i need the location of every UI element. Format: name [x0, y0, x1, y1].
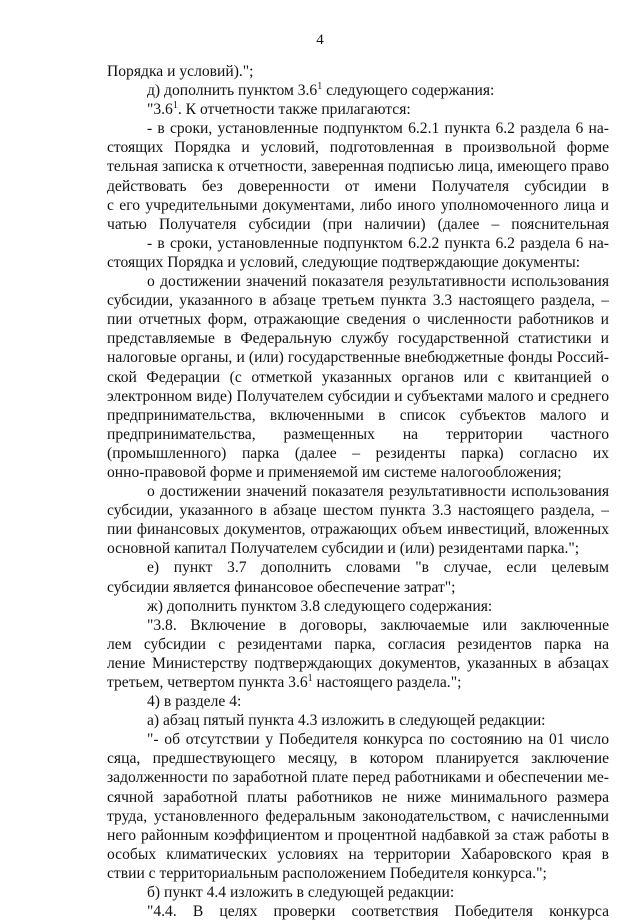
text-line: предпринимательства, включенными в список субъектов малого и: [107, 406, 609, 424]
text-line: пии финансовых документов, отражающих объем инвестиций, вложенных: [107, 521, 609, 539]
text-line: стоящих Порядка и условий, следующие подтверждающие документы:: [107, 253, 581, 271]
text-line: ской Федерации (с отметкой указанных органов или с квитанцией о: [107, 368, 609, 386]
text-line: лем субсидии с резидентами парка, согласия резидентов парка на: [107, 635, 609, 653]
text-line: представляемые в Федеральную службу государственной статистики и: [107, 330, 609, 348]
text-line: "- об отсутствии у Победителя конкурса по состоянию на 01 число: [147, 731, 609, 749]
text-line: труда, установленного федеральным законодательством, с начисленными: [107, 807, 609, 825]
text-line: д) дополнить пунктом $3.6^1$ следующего содержания:: [147, 81, 495, 100]
text-line: (промышленного) парка (далее – резиденты парка) согласно их: [107, 444, 609, 462]
text-line: Порядка и условий).";: [107, 63, 254, 80]
text-line: сячной заработной платы работников не ниже минимального размера: [107, 788, 609, 806]
text-line: о достижении значений показателя результативности использования: [147, 483, 609, 501]
text-line: - в сроки, установленные подпунктом 6.2.1 пункта 6.2 раздела 6 на-: [147, 120, 609, 138]
text-line: налоговые органы, и (или) государственные внебюджетные фонды Россий-: [107, 349, 609, 367]
text-line: субсидии, указанного в абзаце третьем пункта 3.3 настоящего раздела, –: [107, 292, 609, 310]
text-line: ж) дополнить пунктом 3.8 следующего содержания:: [147, 597, 493, 615]
text-line: основной капитал Получателем субсидии и (или) резидентами парка.";: [107, 540, 580, 558]
text-line: - в сроки, установленные подпунктом 6.2.2 пункта 6.2 раздела 6 на-: [147, 234, 609, 252]
text-line: сяца, предшествующего месяцу, в котором планируется заключение: [107, 750, 609, 768]
text-line: б) пункт 4.4 изложить в следующей редакции:: [147, 884, 455, 902]
text-line: о достижении значений показателя результативности использования: [147, 273, 609, 291]
page-number: 4: [316, 32, 324, 48]
text-line: него районным коэффициентом и процентной надбавкой за стаж работы в: [107, 826, 609, 844]
text-line: с его учредительными документами, либо иного уполномоченного лица и: [107, 196, 609, 214]
text-line: а) абзац пятый пункта 4.3 изложить в следующей редакции:: [147, 712, 546, 730]
text-line: предпринимательства, размещенных на территории частного: [107, 425, 609, 443]
text-line: задолженности по заработной плате перед работниками и обеспечении ме-: [107, 769, 609, 787]
text-line: субсидии является финансовое обеспечение затрат";: [107, 578, 456, 596]
document-body: [107, 62, 609, 921]
text-line: тельная записка к отчетности, заверенная подписью лица, имеющего право: [107, 158, 609, 176]
text-line: "3.8. Включение в договоры, заключаемые или заключенные: [147, 616, 609, 634]
text-line: пии отчетных форм, отражающие сведения о численности работников и: [107, 311, 609, 329]
text-line: ствии с территориальным расположением Победителя конкурса.";: [107, 864, 547, 882]
text-line: 4) в разделе 4:: [147, 693, 242, 711]
text-line: "$3.6^1$. К отчетности также прилагаются:: [147, 100, 411, 119]
text-line: субсидии, указанного в абзаце шестом пункта 3.3 настоящего раздела, –: [107, 502, 609, 520]
text-line: действовать без доверенности от имени Получателя субсидии в: [107, 177, 609, 195]
text-line: чатью Получателя субсидии (при наличии) (далее – пояснительная: [107, 215, 609, 233]
text-line: онно-правовой форме и применяемой им системе налогообложения;: [107, 463, 562, 481]
text-line: е) пункт 3.7 дополнить словами "в случае, если целевым: [147, 559, 609, 577]
text-line: "4.4. В целях проверки соответствия Победителя конкурса: [147, 903, 609, 921]
text-line: электронном виде) Получателем субсидии и субъектами малого и среднего: [107, 387, 609, 405]
text-line: стоящих Порядка и условий, подготовленная в произвольной форме: [107, 139, 609, 157]
text-line: ление Министерству подтверждающих документов, указанных в абзацах: [107, 654, 609, 672]
text-line: особых климатических условиях на территории Хабаровского края в: [107, 845, 609, 863]
text-line: третьем, четвертом пункта $3.6^1$ настоящего раздела.";: [107, 673, 462, 691]
